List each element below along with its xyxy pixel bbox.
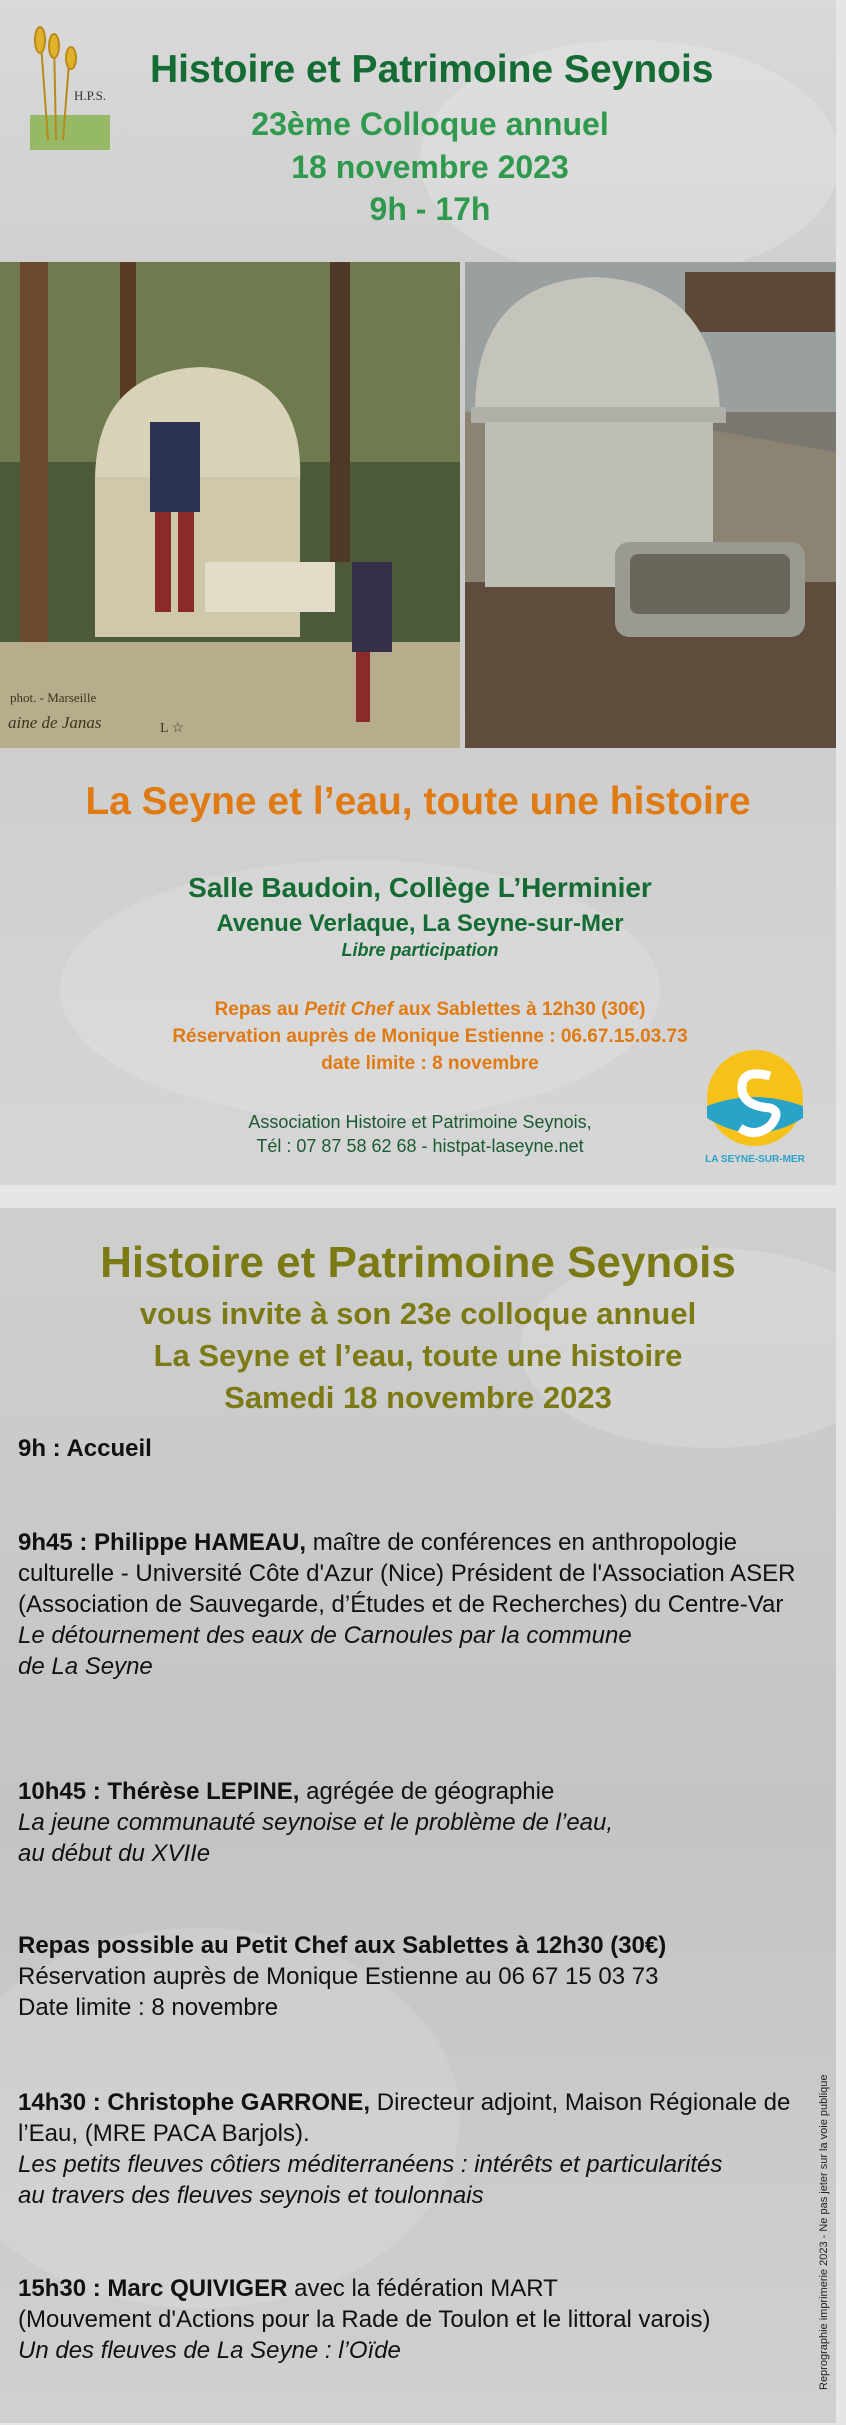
talk-1-title-line-2: de La Seyne	[18, 1653, 153, 1680]
invitation-date: Samedi 18 novembre 2023	[224, 1380, 612, 1415]
talk-4-organisation: (Mouvement d'Actions pour la Rade de Toulon et le littoral varois)	[18, 2306, 711, 2333]
talk-4-title: Un des fleuves de La Seyne : l’Oïde	[18, 2337, 401, 2364]
association-contact: Tél : 07 87 58 62 68 - histpat-laseyne.net	[256, 1136, 584, 1156]
event-title: La Seyne et l’eau, toute une histoire	[85, 780, 751, 823]
program-accueil	[18, 1433, 808, 1464]
logo-text: H.P.S.	[74, 88, 107, 103]
association-name: Association Histoire et Patrimoine Seynois,	[248, 1112, 592, 1132]
talk-2-time-speaker: 10h45 : Thérèse LEPINE,	[18, 1778, 300, 1805]
lunch-reservation: Réservation auprès de Monique Estienne au 06 67 15 03 73	[18, 1963, 659, 1990]
talk-3-time-speaker: 14h30 : Christophe GARRONE,	[18, 2089, 371, 2116]
colloque-line-1: 23ème Colloque annuel	[251, 106, 609, 142]
meal-text-c: aux Sablettes à 12h30 (30€)	[393, 999, 646, 1020]
program-item-talk-2	[18, 1776, 808, 1869]
print-notice-text: Reprographie imprimerie 2023 - Ne pas jeter sur la voie publique	[818, 2074, 830, 2390]
restaurant-name: Petit Chef	[304, 999, 394, 1020]
talk-3-title-line-1: Les petits fleuves côtiers méditerranéens : intérêts et particularités	[18, 2151, 723, 2178]
meal-text-a: Repas au	[214, 999, 305, 1020]
meal-info	[80, 999, 780, 1021]
postcard-caption-sub: aine de Janas	[8, 713, 102, 732]
postcard-photo	[0, 262, 460, 748]
talk-1-details: maître de conférences en anthropologie culturelle - Université Côte d'Azur (Nice) Président de l'Association ASER (Association de Sauvegarde, d’Études et de Recherches) du Centre-Var	[18, 1529, 796, 1618]
program-item-talk-3	[18, 2087, 808, 2211]
talk-2-title-line-1: La jeune communauté seynoise et le problème de l’eau,	[18, 1809, 614, 1836]
program-item-talk-4	[18, 2273, 808, 2366]
invitation-title: Histoire et Patrimoine Seynois	[100, 1238, 736, 1287]
fountain-photo	[465, 262, 836, 748]
lunch-heading: Repas possible au Petit Chef aux Sablettes à 12h30 (30€)	[18, 1932, 667, 1959]
program-item-lunch	[18, 1930, 808, 2023]
talk-3-details: Directeur adjoint, Maison Régionale de l’Eau, (MRE PACA Barjols).	[18, 2089, 791, 2147]
participation-note: Libre participation	[341, 940, 499, 960]
colloque-date: 18 novembre 2023	[291, 149, 569, 185]
venue-name: Salle Baudoin, Collège L’Herminier	[188, 872, 652, 903]
lunch-deadline: Date limite : 8 novembre	[18, 1994, 279, 2021]
talk-4-time-speaker: 15h30 : Marc QUIVIGER	[18, 2275, 288, 2302]
venue-address: Avenue Verlaque, La Seyne-sur-Mer	[216, 910, 624, 937]
reservation-info: Réservation auprès de Monique Estienne : 06.67.15.03.73	[172, 1026, 688, 1047]
invitation-theme: La Seyne et l’eau, toute une histoire	[153, 1338, 683, 1373]
town-logo-text: LA SEYNE-SUR-MER	[705, 1154, 805, 1165]
hps-logo	[30, 20, 110, 150]
accueil-text: 9h : Accueil	[18, 1435, 152, 1462]
invitation-subtitle: vous invite à son 23e colloque annuel	[139, 1296, 697, 1331]
flyer-title: Histoire et Patrimoine Seynois	[150, 48, 714, 91]
postcard-illustration	[0, 262, 460, 748]
fountain-illustration	[465, 262, 836, 748]
talk-1-time-speaker: 9h45 : Philippe HAMEAU,	[18, 1529, 307, 1556]
talk-3-title-line-2: au travers des fleuves seynois et toulonnais	[18, 2182, 484, 2209]
talk-4-details: avec la fédération MART	[287, 2275, 558, 2302]
postcard-mark: L ☆	[160, 721, 185, 736]
reservation-deadline: date limite : 8 novembre	[321, 1053, 539, 1074]
talk-2-title-line-2: au début du XVIIe	[18, 1840, 211, 1867]
program-item-talk-1	[18, 1527, 808, 1682]
print-notice	[818, 2074, 838, 2390]
talk-2-details: agrégée de géographie	[299, 1778, 555, 1805]
la-seyne-logo	[700, 1048, 810, 1168]
colloque-hours: 9h - 17h	[369, 191, 491, 227]
talk-1-title-line-1: Le détournement des eaux de Carnoules par la commune	[18, 1622, 632, 1649]
postcard-caption: phot. - Marseille	[10, 690, 97, 705]
flyer-page	[0, 0, 836, 1185]
